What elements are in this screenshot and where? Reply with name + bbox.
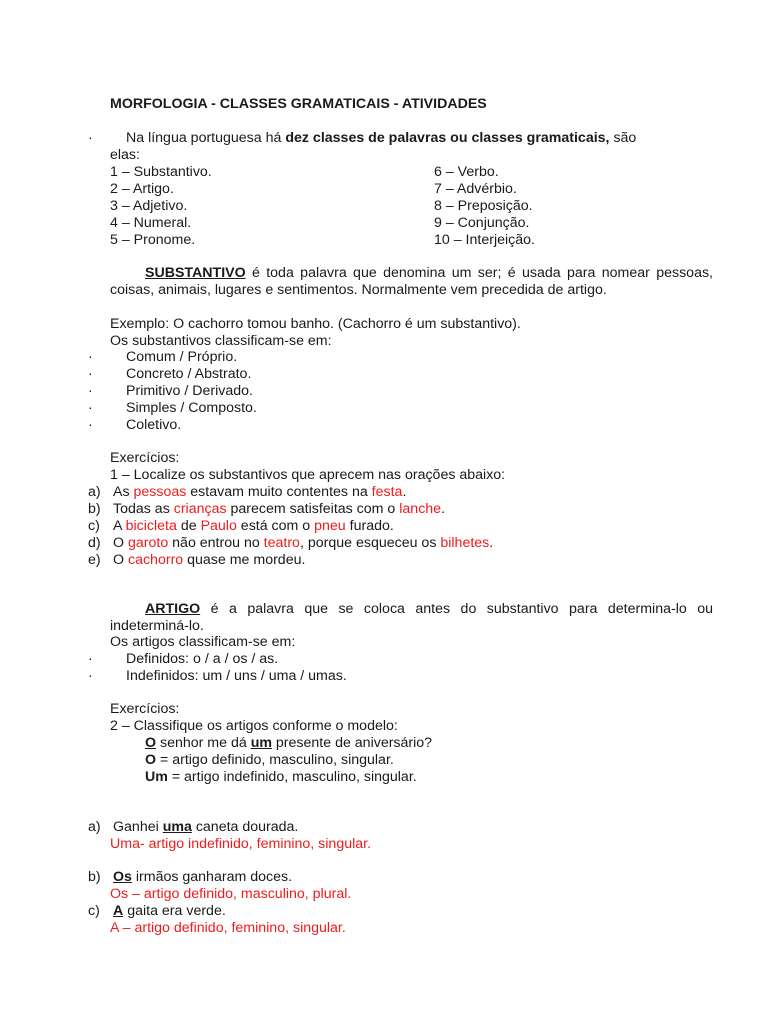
item-letter: b) <box>88 501 101 517</box>
item-post: caneta dourada. <box>191 819 299 835</box>
class-item: 3 – Adjetivo. <box>110 198 188 214</box>
bullet: · <box>88 651 93 667</box>
artigo-definition-text: é a palavra que se coloca antes do substantivo para determina-lo ou indeterminá-lo. <box>110 601 713 634</box>
model-indef-label: Um <box>145 769 168 785</box>
substantivo-heading: SUBSTANTIVO <box>145 265 246 281</box>
substantivo-type: Concreto / Abstrato. <box>126 366 252 382</box>
substantivo-type: Primitivo / Derivado. <box>126 383 253 399</box>
sentence-text: O <box>113 552 128 568</box>
highlighted-noun: pessoas <box>133 484 187 500</box>
exercicio-1-sentence <box>113 535 493 552</box>
bullet: · <box>88 349 93 365</box>
exercicio-1-sentence <box>113 552 305 569</box>
class-item: 2 – Artigo. <box>110 181 174 197</box>
exercicio-2-prompt: 2 – Classifique os artigos conforme o modelo: <box>110 718 398 734</box>
model-mid: senhor me dá <box>156 735 251 751</box>
exercicios-heading: Exercícios: <box>110 701 180 717</box>
highlighted-noun: lanche <box>399 501 442 517</box>
sentence-text: furado. <box>345 518 394 534</box>
sentence-text: As <box>113 484 134 500</box>
highlighted-noun: cachorro <box>127 552 184 568</box>
sentence-text: O <box>113 535 128 551</box>
substantivo-example: Exemplo: O cachorro tomou banho. (Cachorro é um substantivo). <box>110 316 521 332</box>
artigo-type: Indefinidos: um / uns / uma / umas. <box>126 668 347 684</box>
intro-bold: dez classes de palavras ou classes gramaticais, <box>285 130 610 146</box>
sentence-text: . <box>441 501 446 517</box>
item-letter: a) <box>88 484 101 500</box>
model-indef-text: = artigo indefinido, masculino, singular. <box>167 769 417 785</box>
item-answer: Uma- artigo indefinido, feminino, singular. <box>110 836 372 852</box>
highlighted-noun: Paulo <box>200 518 237 534</box>
item-pre: Ganhei <box>113 819 163 835</box>
artigo-type: Definidos: o / a / os / as. <box>126 651 279 667</box>
model-def-label: O <box>145 752 157 768</box>
sentence-text: A <box>113 518 126 534</box>
class-item: 1 – Substantivo. <box>110 164 212 180</box>
bullet: · <box>88 400 93 416</box>
sentence-text: de <box>176 518 201 534</box>
exercicio-2-item <box>113 903 226 920</box>
class-item: 10 – Interjeição. <box>434 232 535 248</box>
model-article-um: um <box>250 735 272 751</box>
model-article-o: O <box>145 735 157 751</box>
intro-line-2: elas: <box>110 147 140 163</box>
substantivo-classify-intro: Os substantivos classificam-se em: <box>110 333 332 349</box>
intro-pre: Na língua portuguesa há <box>126 130 286 146</box>
sentence-text: Todas as <box>113 501 174 517</box>
item-letter: c) <box>88 903 100 919</box>
item-answer: A – artigo definido, feminino, singular. <box>110 920 346 936</box>
artigo-classify-intro: Os artigos classificam-se em: <box>110 634 296 650</box>
bullet: · <box>88 417 93 433</box>
intro-line-1 <box>126 130 636 147</box>
artigo-heading: ARTIGO <box>145 601 201 617</box>
highlighted-noun: bicicleta <box>125 518 177 534</box>
bullet: · <box>88 366 93 382</box>
sentence-text: parecem satisfeitas com o <box>226 501 400 517</box>
bullet: · <box>88 383 93 399</box>
class-item: 4 – Numeral. <box>110 215 192 231</box>
item-article: A <box>113 903 124 919</box>
exercicio-1-sentence <box>113 484 406 501</box>
intro-post: são <box>609 130 637 146</box>
model-sentence <box>145 735 432 752</box>
item-article: Os <box>113 869 132 885</box>
bullet: · <box>88 668 93 684</box>
item-letter: b) <box>88 869 101 885</box>
sentence-text: não entrou no <box>168 535 264 551</box>
sentence-text: . <box>489 535 494 551</box>
highlighted-noun: teatro <box>263 535 300 551</box>
page-title: MORFOLOGIA - CLASSES GRAMATICAIS - ATIVIDADES <box>110 96 487 112</box>
substantivo-definition-text: é toda palavra que denomina um ser; é usada para nomear pessoas, coisas, animais, lugares e sentimentos. Normalmente vem precedida de artigo. <box>110 265 713 298</box>
highlighted-noun: pneu <box>314 518 346 534</box>
exercicio-2-item <box>113 869 292 886</box>
item-answer: Os – artigo definido, masculino, plural. <box>110 886 352 902</box>
sentence-text: estavam muito contentes na <box>186 484 372 500</box>
substantivo-type: Comum / Próprio. <box>126 349 238 365</box>
exercicio-1-sentence <box>113 518 394 535</box>
model-definido <box>145 752 394 769</box>
sentence-text: . <box>402 484 407 500</box>
exercicio-1-sentence <box>113 501 445 518</box>
substantivo-type: Coletivo. <box>126 417 182 433</box>
item-letter: e) <box>88 552 101 568</box>
class-item: 9 – Conjunção. <box>434 215 530 231</box>
sentence-text: quase me mordeu. <box>183 552 306 568</box>
highlighted-noun: crianças <box>173 501 227 517</box>
model-def-text: = artigo definido, masculino, singular. <box>156 752 394 768</box>
model-indefinido <box>145 769 417 786</box>
bullet: · <box>88 130 93 146</box>
exercicios-heading: Exercícios: <box>110 450 180 466</box>
item-letter: a) <box>88 819 101 835</box>
substantivo-type: Simples / Composto. <box>126 400 257 416</box>
highlighted-noun: bilhetes <box>440 535 490 551</box>
sentence-text: , porque esqueceu os <box>299 535 441 551</box>
exercicio-1-prompt: 1 – Localize os substantivos que aprecem nas orações abaixo: <box>110 467 506 483</box>
item-post: irmãos ganharam doces. <box>131 869 293 885</box>
substantivo-definition <box>110 265 713 299</box>
class-item: 7 – Advérbio. <box>434 181 517 197</box>
class-item: 6 – Verbo. <box>434 164 499 180</box>
item-post: gaita era verde. <box>123 903 226 919</box>
item-letter: d) <box>88 535 101 551</box>
sentence-text: está com o <box>236 518 315 534</box>
class-item: 8 – Preposição. <box>434 198 533 214</box>
class-item: 5 – Pronome. <box>110 232 196 248</box>
highlighted-noun: festa <box>371 484 403 500</box>
model-end: presente de aniversário? <box>271 735 433 751</box>
artigo-definition <box>110 601 713 635</box>
item-letter: c) <box>88 518 100 534</box>
exercicio-2-item <box>113 819 298 836</box>
highlighted-noun: garoto <box>127 535 169 551</box>
item-article: uma <box>162 819 192 835</box>
